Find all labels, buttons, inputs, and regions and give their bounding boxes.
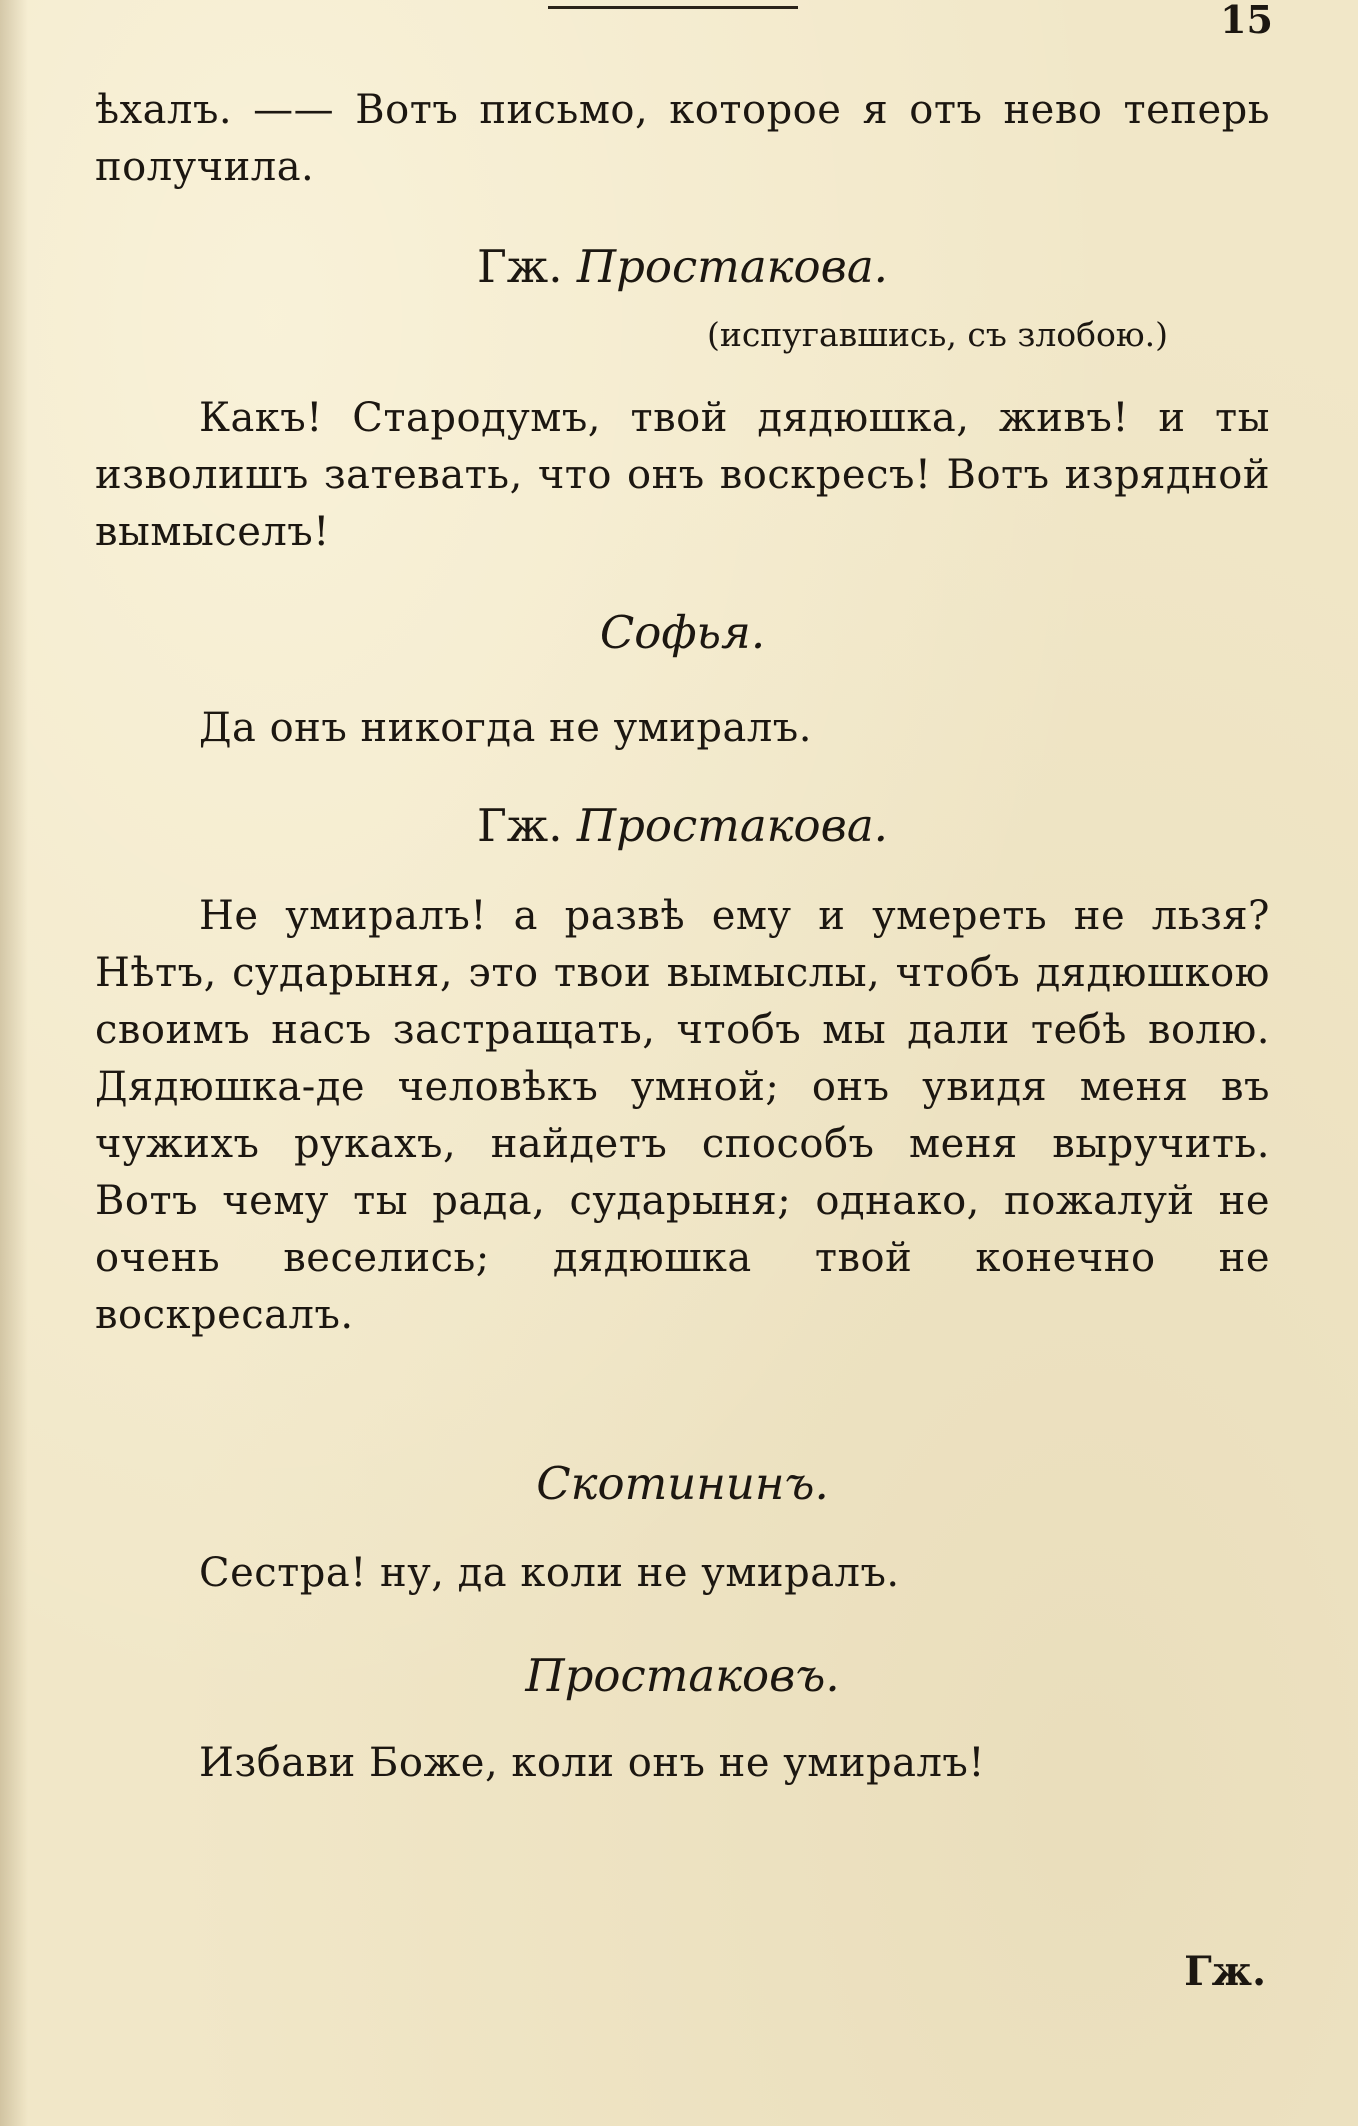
speaker-heading-prostakova: [95, 238, 1270, 295]
speaker-name: Простаковъ.: [525, 1649, 840, 1702]
speaker-name: Простакова.: [576, 799, 888, 852]
speaker-name: Простакова.: [576, 240, 888, 293]
stage-direction: (испугавшись, съ злобою.): [706, 315, 1168, 354]
speaker-name: Скотининъ.: [536, 1457, 829, 1510]
speaker-honorific: Гж.: [477, 799, 563, 852]
speech-prostakova-1: Какъ! Стародумъ, твой дядюшка, живъ! и ты изволишъ затевать, что онъ воскресъ! Вотъ изрядной вымыселъ!: [95, 395, 1270, 555]
speaker-heading-prostakova-2: [95, 797, 1270, 854]
paragraph-continuation: ѣхалъ. —— Вотъ письмо, которое я отъ нево теперь получила.: [95, 87, 1270, 190]
speech-skotinin: Сестра! ну, да коли не умиралъ.: [199, 1550, 900, 1596]
speech-prostakova-2: Не умиралъ! а развѣ ему и умереть не льзя? Нѣтъ, сударыня, это твои вымыслы, чтобъ дядюшкою своимъ насъ застращать, чтобъ мы дали тебѣ волю. Дядюшка-де человѣкъ умной; онъ увидя меня въ чужихъ рукахъ, найдетъ способъ меня выручить. Вотъ чему ты рада, сударыня; однако, пожалуй не очень веселись; дядюшка твой конечно не воскресалъ.: [95, 893, 1270, 1338]
page-gutter-shadow: [0, 0, 28, 2126]
speaker-name: Софья.: [599, 606, 766, 659]
page-number: 15: [1220, 0, 1273, 42]
header-rule: [548, 6, 798, 9]
speaker-honorific: Гж.: [477, 240, 563, 293]
speech-prostakov: Избави Боже, коли онъ не умиралъ!: [199, 1740, 985, 1786]
speaker-heading-skotinin: [95, 1455, 1270, 1512]
speech-sofya: Да онъ никогда не умиралъ.: [199, 705, 812, 751]
speaker-heading-prostakov: [95, 1647, 1270, 1704]
catchword: Гж.: [1184, 1948, 1266, 1995]
speaker-heading-sofya: [95, 604, 1270, 661]
